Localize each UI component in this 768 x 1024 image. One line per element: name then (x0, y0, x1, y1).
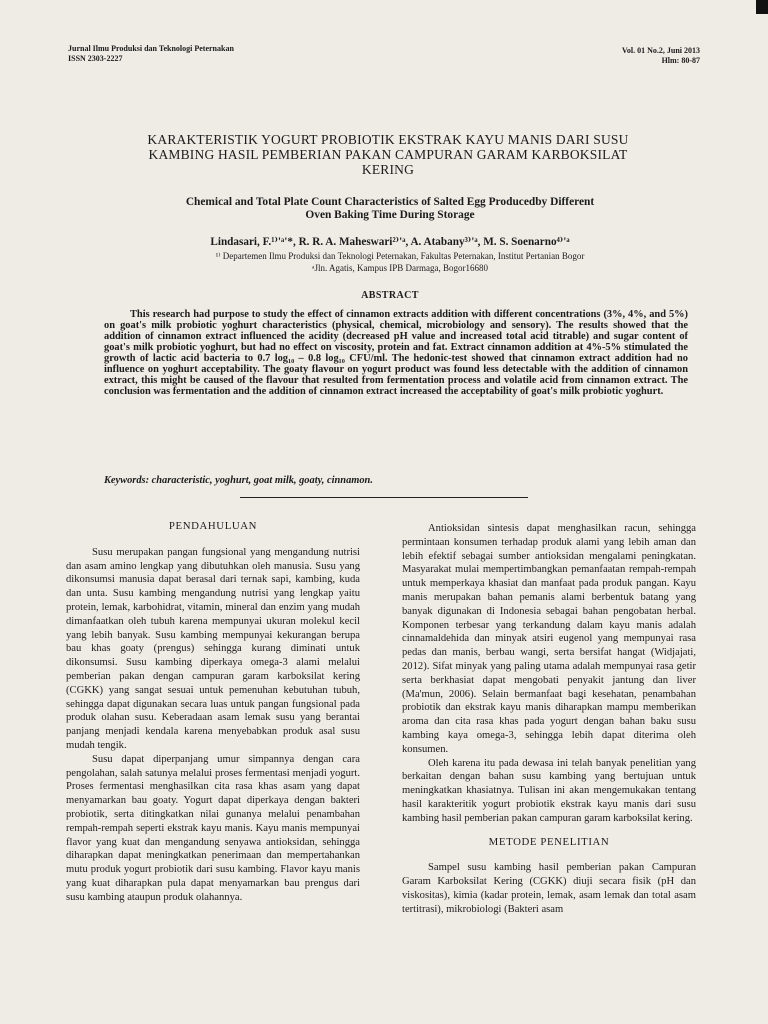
section-heading-metode: METODE PENELITIAN (488, 835, 610, 848)
paragraph: Antioksidan sintesis dapat menghasilkan racun, sehingga permintaan konsumen terhadap produk alami yang lebih aman dan lebih efektif sebagai sumber antioksidan mengalami peningkatan. Masyarakat mulai mempertimbangkan pemanfaatan rempah-rempah untuk memperkaya khasiat dan manfaat pada produk pangan. Kayu manis merupakan bahan pemanis alami berbentuk batang yang banyak digunakan di Indonesia sebagai bahan pengobatan herbal. Komponen terbesar yang terkandung dalam kayu manis adalah cinnamaldehida dan minyak atsiri eugenol yang mempunyai rasa pedas dan manis, berbau wangi, serta bersifat hangat (Widjajati, 2012). Sifat minyak yang paling utama adalah mempunyai rasa getir serta berkhasiat dapat mengobati penyakit jantung dan liver (Ma'mun, 2006). Selain bermanfaat bagi kesehatan, penambahan probiotik dan ekstrak kayu manis diharapkan mampu memberikan aroma dan cita rasa khas pada yogurt dengan bahan baku susu kambing kaya omega-3, sehingga lebih dapat diterima oleh konsumen. (402, 523, 696, 755)
divider (240, 497, 528, 498)
paragraph: Sampel susu kambing hasil pemberian pakan Campuran Garam Karboksilat Kering (CGKK) diuji secara fisik (pH dan viskositas), kimia (kadar protein, lemak, asam lemak dan total asam tertitrasi), mikrobiologi (Bakteri asam (402, 862, 696, 915)
abstract-heading: ABSTRACT (361, 290, 419, 301)
paragraph: Oleh karena itu pada dewasa ini telah banyak penelitian yang berkaitan dengan bahan susu kambing yang bertujuan untuk meningkatkan khasiatnya. Tulisan ini akan mengemukakan tentang hasil karakteritik yogurt probiotik ekstrak kayu manis dari susu kambing hasil pemberian pakan campuran garam karboksilat kering. (402, 757, 696, 824)
subtitle-line: Oven Baking Time During Storage (305, 209, 475, 221)
title-line: KERING (361, 162, 415, 177)
keywords: Keywords: characteristic, yoghurt, goat milk, goaty, cinnamon. (104, 475, 373, 486)
affiliation-line: ¹⁾ Departemen Ilmu Produksi dan Teknologi Peternakan, Fakultas Peternakan, Institut Pertanian Bogor (215, 251, 585, 261)
affiliation (120, 250, 680, 274)
page-edge-mark (756, 0, 768, 14)
issn: ISSN 2303-2227 (68, 54, 123, 63)
journal-header (68, 44, 234, 64)
subtitle-line: Chemical and Total Plate Count Characteristics of Salted Egg Producedby Different (185, 196, 595, 208)
page-range: Hlm: 80-87 (661, 56, 700, 65)
volume-header (560, 46, 700, 66)
paper-title (98, 132, 678, 177)
title-line: KAMBING HASIL PEMBERIAN PAKAN CAMPURAN GARAM KARBOKSILAT (148, 147, 628, 162)
volume-number: Vol. 01 No.2, Juni 2013 (621, 46, 700, 55)
paragraph: Susu dapat diperpanjang umur simpannya dengan cara pengolahan, salah satunya melalui proses fermentasi menjadi yogurt. Proses fermentasi menghasilkan cita rasa khas asam yang dapat menyamarkan bau goaty. Yogurt dapat diperkaya dengan bakteri probiotik, serta ditingkatkan nilai gunanya melalui penambahan rempah-rempah seperti ekstrak kayu manis. Kayu manis mempunyai flavor yang kuat dan mengandung senyawa antioksidan, sehingga diharapkan dapat meningkatkan penerimaan dan mempertahankan mutu produk yogurt probiotik dari susu kambing. Flavor kayu manis yang kuat diharapkan pula dapat menyamarkan bau prengus dari susu kambing ataupun produk olahannya. (66, 753, 360, 903)
affiliation-line: ᵃJln. Agatis, Kampus IPB Darmaga, Bogor16680 (312, 263, 488, 273)
journal-name: Jurnal Ilmu Produksi dan Teknologi Peternakan (68, 44, 234, 53)
right-column (402, 522, 696, 917)
left-column (66, 520, 360, 905)
abstract-text: This research had purpose to study the effect of cinnamon extracts addition with different concentrations (3%, 4%, and 5%) on goat's milk probiotic yoghurt characteristics (physical, chemical, microbiology and sensory). The results showed that the addition of cinnamon extract influenced the acidity (decreased pH value and increased total acid titrable) and sugar content of goat's milk probiotic yoghurt, but had no effect on viscosity, protein and fat. Extract cinnamon addition at 4%-5% stimulated the growth of lactic acid bacteria to 0.7 log₁₀ – 0.8 log₁₀ CFU/ml. The hedonic-test showed that cinnamon extract addition had no influence on yoghurt acceptability. The goaty flavour on yogurt product was found less detectable with the addition of cinnamon extract, this might be caused of the flavour that resulted from fermentation process and volatile acid from cinnamon extract. The conclusion was fermentation and the addition of cinnamon extract increased the acceptability of goat's milk probiotic yoghurt. (104, 309, 688, 397)
abstract-body (104, 309, 688, 397)
paragraph: Susu merupakan pangan fungsional yang mengandung nutrisi dan asam amino lengkap yang dibutuhkan oleh manusia. Susu yang dikonsumsi manusia dapat berasal dari ternak sapi, kambing, kuda dan unta. Susu kambing mengandung nutrisi yang lengkap yaitu protein, lemak, karbohidrat, vitamin, mineral dan enzim yang mudah dimanfaatkan oleh tubuh karena mempunyai ukuran molekul kecil yang lebih banyak. Susu kambing mempunyai kekurangan berupa bau khas goaty (prengus) sehingga kurang diminati untuk dikonsumsi. Susu kambing diperkaya omega-3 alami melalui pemberian pakan dengan campuran garam karboksilat kering (CGKK) yang sangat sesuai untuk pemenuhan kebutuhan tubuh, sehingga dapat digunakan secara luas untuk pangan fungsional pada produk olahan susu. Keberadaan asam lemak susu yang berantai panjang menjadi kendala karena menyebabkan produk asal susu mudah tengik. (66, 546, 360, 751)
title-line: KARAKTERISTIK YOGURT PROBIOTIK EKSTRAK KAYU MANIS DARI SUSU (147, 132, 629, 147)
english-title (120, 196, 660, 222)
section-heading-pendahuluan: PENDAHULUAN (168, 520, 258, 532)
author-list: Lindasari, F.¹⁾'ᵃ'*, R. R. A. Maheswari²⁾'ᵃ, A. Atabany³⁾'ᵃ, M. S. Soenarno⁴⁾'ᵃ (210, 236, 570, 248)
